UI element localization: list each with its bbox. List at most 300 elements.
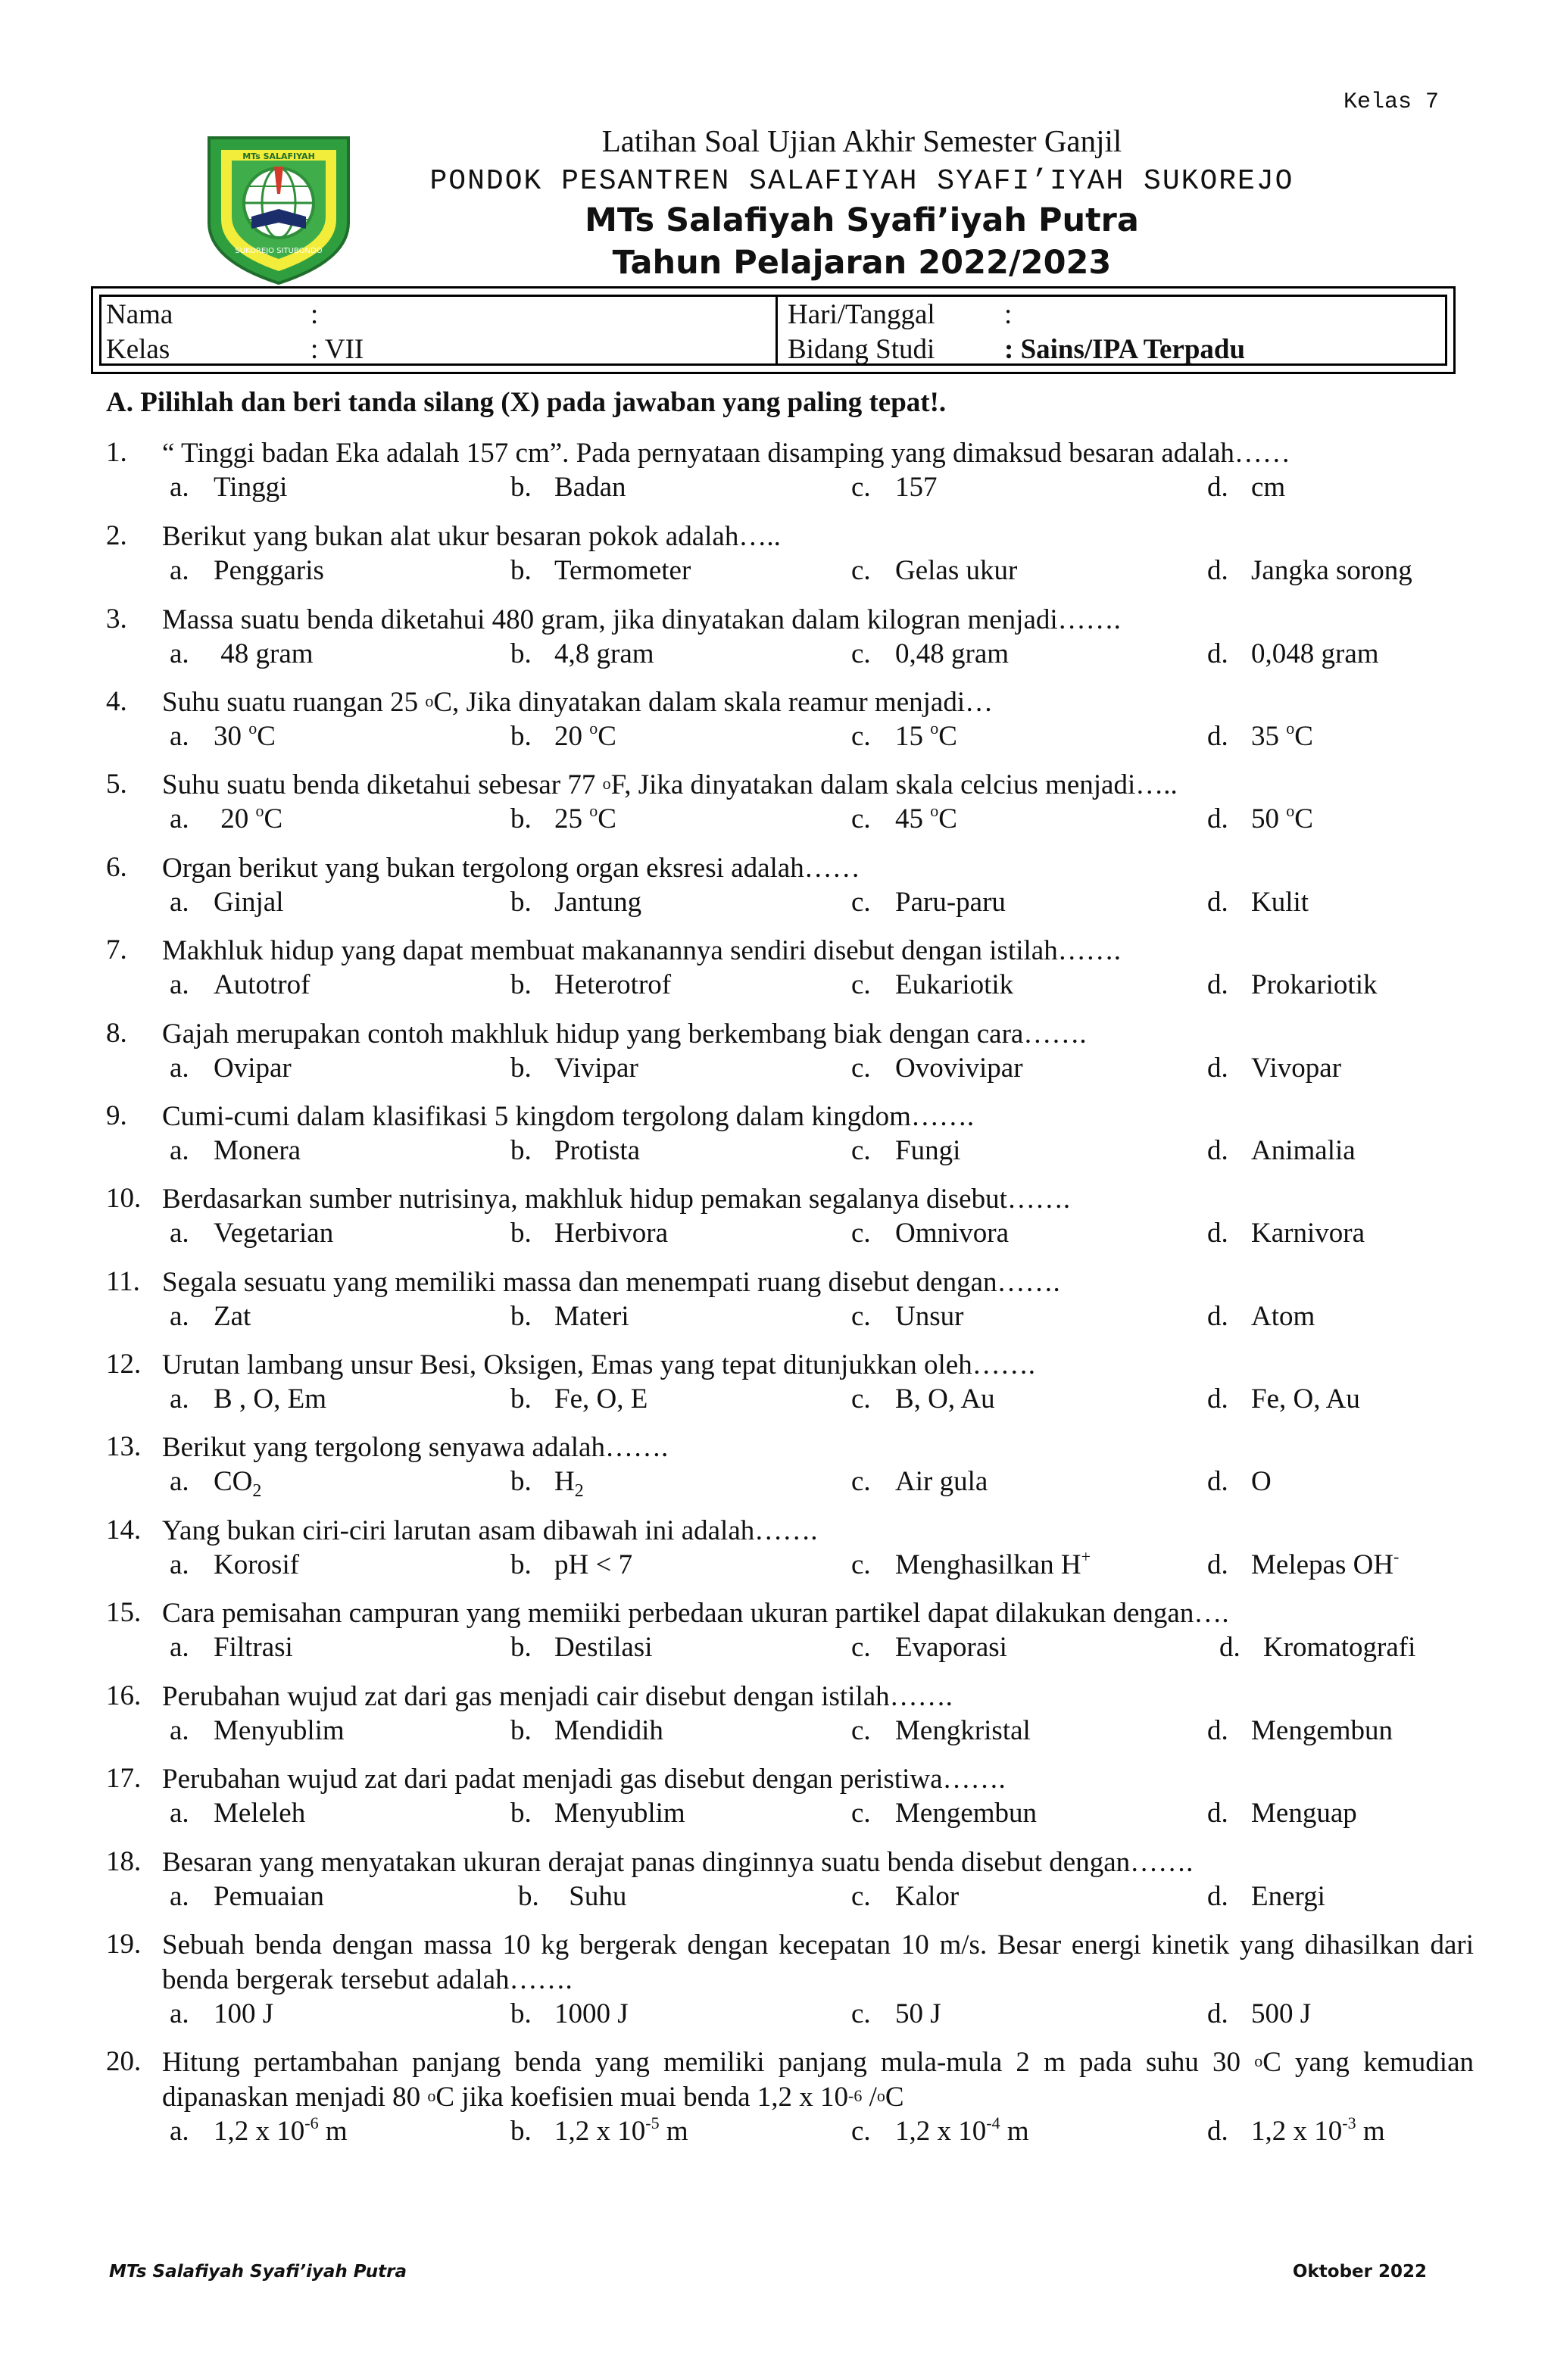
question-text: Segala sesuatu yang memiliki massa dan menempati ruang disebut dengan……. — [162, 1267, 1060, 1298]
question-text: Organ berikut yang bukan tergolong organ eksresi adalah…… — [162, 853, 860, 884]
option-text: Karnivora — [1251, 1218, 1365, 1249]
option-letter: d. — [1207, 555, 1228, 586]
option-text: 1,2 x $10^{-3}$ m — [1251, 2113, 1385, 2147]
option-letter: a. — [170, 1301, 189, 1332]
option-a[interactable] — [170, 1880, 324, 1913]
option-d[interactable] — [1207, 720, 1313, 753]
option-letter: a. — [170, 1053, 189, 1084]
option-a[interactable] — [170, 1052, 292, 1084]
option-a[interactable] — [170, 1631, 293, 1664]
nama-value: : — [311, 299, 319, 330]
option-letter: d. — [1207, 472, 1228, 503]
option-letter: a. — [170, 721, 189, 752]
option-letter: a. — [170, 1466, 189, 1497]
option-text: Menyublim — [554, 1798, 685, 1829]
option-a[interactable] — [170, 1383, 326, 1415]
option-letter: c. — [851, 1632, 871, 1663]
option-text: Herbivora — [554, 1218, 668, 1249]
option-letter: d. — [1207, 1466, 1228, 1497]
option-c[interactable] — [851, 554, 1017, 587]
svg-text:MTs SALAFIYAH: MTs SALAFIYAH — [242, 151, 315, 161]
option-a[interactable] — [170, 1134, 301, 1167]
option-letter: b. — [510, 1135, 532, 1166]
option-d[interactable] — [1207, 1998, 1311, 2030]
question-number: 5. — [106, 769, 127, 800]
option-d[interactable] — [1207, 969, 1377, 1001]
option-c[interactable] — [851, 1998, 941, 2030]
footer-date: Oktober 2022 — [1292, 2262, 1427, 2282]
option-text: 4,8 gram — [554, 638, 654, 669]
option-c[interactable] — [851, 1880, 959, 1913]
option-letter: c. — [851, 638, 871, 669]
option-b[interactable] — [510, 1300, 629, 1333]
option-d[interactable] — [1207, 554, 1412, 587]
section-a-instruction: A. Pilihlah dan beri tanda silang (X) pada jawaban yang paling tepat!. — [106, 387, 947, 418]
option-text: Materi — [554, 1301, 629, 1332]
option-text: 1,2 x $10^{-6}$ m — [214, 2113, 348, 2147]
option-letter: b. — [510, 1301, 532, 1332]
question-number: 9. — [106, 1100, 127, 1131]
option-a[interactable] — [170, 1549, 299, 1581]
option-letter: d. — [1207, 1549, 1228, 1580]
option-text: 0,48 gram — [895, 638, 1010, 669]
option-text: Energi — [1251, 1881, 1325, 1912]
question-number: 16. — [106, 1680, 142, 1711]
option-text: $CO_2$ — [214, 1466, 262, 1501]
option-text: 15 $^o$C — [895, 719, 957, 752]
class-tag: Kelas 7 — [1343, 89, 1439, 115]
question-text: Yang bukan ciri-ciri larutan asam dibawah ini adalah……. — [162, 1515, 818, 1546]
option-text: Vivopar — [1251, 1053, 1342, 1084]
option-letter: c. — [851, 1301, 871, 1332]
option-a[interactable] — [170, 1714, 345, 1747]
option-letter: c. — [851, 1549, 871, 1580]
option-letter: a. — [170, 2116, 189, 2147]
option-b[interactable] — [510, 1631, 652, 1664]
option-letter: a. — [170, 887, 189, 918]
option-text: Fe, O, E — [554, 1383, 648, 1415]
option-c[interactable] — [851, 1631, 1007, 1664]
option-letter: c. — [851, 1998, 871, 2029]
option-text: Kulit — [1251, 887, 1309, 918]
question-number: 6. — [106, 852, 127, 883]
svg-text:SUKOREJO SITUBONDO: SUKOREJO SITUBONDO — [235, 247, 323, 255]
option-letter: d. — [1207, 1053, 1228, 1084]
option-b[interactable] — [510, 1217, 668, 1249]
option-text: Menghasilkan H+ — [895, 1547, 1091, 1580]
option-d[interactable] — [1207, 886, 1309, 919]
option-letter: a. — [170, 969, 189, 1000]
option-letter: c. — [851, 803, 871, 834]
option-text: O — [1251, 1466, 1272, 1497]
option-letter: c. — [851, 1798, 871, 1829]
option-d[interactable] — [1207, 1465, 1272, 1498]
option-d[interactable] — [1207, 1052, 1341, 1084]
option-d[interactable] — [1207, 471, 1285, 504]
option-text: 30 $^o$C — [214, 719, 276, 752]
question-number: 2. — [106, 520, 127, 551]
question-number: 8. — [106, 1018, 127, 1049]
option-text: Vivipar — [554, 1053, 638, 1084]
option-letter: a. — [170, 1881, 189, 1912]
option-text: pH < 7 — [554, 1549, 633, 1580]
option-letter: a. — [170, 472, 189, 503]
header-exam-title: Latihan Soal Ujian Akhir Semester Ganjil — [601, 123, 1122, 158]
question-number: 12. — [106, 1349, 142, 1380]
option-letter: a. — [170, 1715, 189, 1746]
option-text: 20 $^o$C — [554, 719, 616, 752]
option-text: 0,048 gram — [1251, 638, 1379, 669]
option-text: Fungi — [895, 1135, 961, 1166]
option-letter: d. — [1207, 1218, 1228, 1249]
header-academic-year: Tahun Pelajaran 2022/2023 — [612, 244, 1112, 282]
question-text: Perubahan wujud zat dari padat menjadi gas disebut dengan peristiwa……. — [162, 1764, 1006, 1795]
option-c[interactable] — [851, 1134, 960, 1167]
option-text: Termometer — [554, 555, 691, 586]
question-text: Cara pemisahan campuran yang memiiki perbedaan ukuran partikel dapat dilakukan dengan…. — [162, 1598, 1229, 1629]
option-b[interactable] — [510, 886, 641, 919]
option-c[interactable] — [851, 1714, 1031, 1747]
option-a[interactable] — [170, 1217, 333, 1249]
option-text: B, O, Au — [895, 1383, 995, 1415]
option-text: $H_2$ — [554, 1466, 584, 1501]
option-letter: d. — [1207, 721, 1228, 752]
option-a[interactable] — [170, 2115, 348, 2148]
option-text: Destilasi — [554, 1632, 653, 1663]
option-letter: c. — [851, 1881, 871, 1912]
option-text: Fe, O, Au — [1251, 1383, 1360, 1415]
option-letter: a. — [170, 1798, 189, 1829]
option-b[interactable] — [510, 1134, 640, 1167]
option-text: Menyublim — [214, 1715, 345, 1746]
option-text: 157 — [895, 472, 938, 503]
option-text: Ginjal — [214, 887, 284, 918]
option-d[interactable] — [1207, 1300, 1315, 1333]
option-b[interactable] — [510, 1052, 638, 1084]
option-letter: c. — [851, 1715, 871, 1746]
option-text: 1,2 x $10^{-4}$ m — [895, 2113, 1029, 2147]
option-letter: b. — [510, 472, 532, 503]
option-letter: a. — [170, 1218, 189, 1249]
question-number: 7. — [106, 934, 127, 965]
option-text: Atom — [1251, 1301, 1315, 1332]
option-letter: b. — [510, 1798, 532, 1829]
option-letter: b. — [510, 1383, 532, 1415]
option-c[interactable] — [851, 969, 1013, 1001]
option-text: Autotrof — [214, 969, 311, 1000]
option-d[interactable] — [1207, 2115, 1385, 2148]
option-text: 50 J — [895, 1998, 941, 2029]
option-letter: d. — [1207, 803, 1228, 834]
question-number: 14. — [106, 1514, 142, 1546]
option-letter: b. — [510, 1998, 532, 2029]
option-text: Zat — [214, 1301, 251, 1332]
option-c[interactable] — [851, 803, 957, 835]
student-info-inner-border — [99, 295, 1447, 366]
option-letter: c. — [851, 472, 871, 503]
option-c[interactable] — [851, 1549, 1091, 1581]
option-a[interactable] — [170, 471, 287, 504]
option-a[interactable] — [170, 886, 283, 919]
option-letter: a. — [170, 1383, 189, 1415]
option-d[interactable] — [1207, 1217, 1365, 1249]
option-b[interactable] — [510, 1797, 685, 1829]
option-letter: a. — [170, 638, 189, 669]
option-c[interactable] — [851, 1300, 963, 1333]
option-b[interactable] — [510, 471, 626, 504]
option-text: 20 $^o$C — [214, 801, 283, 834]
option-b[interactable] — [518, 1880, 626, 1913]
option-letter: c. — [851, 1053, 871, 1084]
nama-label: Nama — [106, 299, 173, 330]
option-letter: c. — [851, 1466, 871, 1497]
option-letter: b. — [510, 1632, 532, 1663]
option-text: Meleleh — [214, 1798, 306, 1829]
footer-school: MTs Salafiyah Syafi’iyah Putra — [109, 2262, 407, 2282]
option-b[interactable] — [510, 1549, 632, 1581]
option-letter: a. — [170, 1632, 189, 1663]
option-a[interactable] — [170, 803, 282, 835]
option-text: Mengembun — [895, 1798, 1038, 1829]
option-b[interactable] — [510, 1998, 629, 2030]
header-school-name: PONDOK PESANTREN SALAFIYAH SYAFI’IYAH SUKOREJO — [429, 165, 1294, 198]
option-letter: c. — [851, 969, 871, 1000]
option-text: Penggaris — [214, 555, 324, 586]
question-number: 15. — [106, 1597, 142, 1628]
option-letter: b. — [510, 1053, 532, 1084]
option-b[interactable] — [510, 2115, 688, 2148]
option-letter: d. — [1207, 887, 1228, 918]
option-text: Evaporasi — [895, 1632, 1007, 1663]
option-text: Suhu — [562, 1881, 627, 1912]
option-c[interactable] — [851, 1052, 1023, 1084]
question-text: Suhu suatu benda diketahui sebesar 77 $^o$F, Jika dinyatakan dalam skala celcius menjadi….. — [162, 769, 1178, 800]
question-number: 17. — [106, 1763, 142, 1794]
option-letter: d. — [1207, 1881, 1228, 1912]
option-letter: b. — [510, 887, 532, 918]
option-b[interactable] — [510, 1465, 584, 1501]
option-text: Heterotrof — [554, 969, 672, 1000]
kelas-label: Kelas — [106, 334, 170, 365]
option-c[interactable] — [851, 886, 1006, 919]
option-b[interactable] — [510, 1714, 663, 1747]
option-text: 50 $^o$C — [1251, 801, 1313, 834]
option-letter: b. — [510, 1715, 532, 1746]
option-text: Unsur — [895, 1301, 964, 1332]
question-number: 3. — [106, 604, 127, 635]
option-c[interactable] — [851, 1797, 1037, 1829]
question-text: Massa suatu benda diketahui 480 gram, jika dinyatakan dalam kilogran menjadi……. — [162, 604, 1121, 635]
option-letter: d. — [1207, 2116, 1228, 2147]
option-text: Filtrasi — [214, 1632, 293, 1663]
question-text: Perubahan wujud zat dari gas menjadi cair disebut dengan istilah……. — [162, 1681, 953, 1712]
option-a[interactable] — [170, 554, 324, 587]
option-letter: b. — [518, 1881, 539, 1912]
bidang-label: Bidang Studi — [788, 334, 935, 365]
option-text: Gelas ukur — [895, 555, 1018, 586]
question-text: Berdasarkan sumber nutrisinya, makhluk hidup pemakan segalanya disebut……. — [162, 1184, 1071, 1215]
option-text: Jantung — [554, 887, 642, 918]
option-c[interactable] — [851, 638, 1009, 670]
option-d[interactable] — [1207, 1134, 1356, 1167]
option-d[interactable] — [1207, 638, 1379, 670]
option-letter: d. — [1219, 1632, 1240, 1663]
option-letter: c. — [851, 555, 871, 586]
question-number: 18. — [106, 1846, 142, 1877]
option-d[interactable] — [1219, 1631, 1415, 1664]
option-text: Vegetarian — [214, 1218, 334, 1249]
option-d[interactable] — [1207, 1549, 1399, 1581]
option-letter: b. — [510, 638, 532, 669]
option-text: Mendidih — [554, 1715, 663, 1746]
kelas-value: : VII — [311, 334, 364, 365]
option-text: B , O, Em — [214, 1383, 327, 1415]
bidang-value: : Sains/IPA Terpadu — [1004, 334, 1246, 365]
option-letter: b. — [510, 2116, 532, 2147]
option-letter: c. — [851, 1135, 871, 1166]
hari-label: Hari/Tanggal — [788, 299, 935, 330]
option-b[interactable] — [510, 720, 616, 753]
option-b[interactable] — [510, 969, 671, 1001]
option-letter: b. — [510, 555, 532, 586]
option-text: 25 $^o$C — [554, 801, 616, 834]
question-number: 11. — [106, 1266, 140, 1297]
question-text: Sebuah benda dengan massa 10 kg bergerak dengan kecepatan 10 m/s. Besar energi kinetik yang dihasilkan dari benda bergerak tersebut adalah……. — [162, 1929, 1474, 1995]
option-letter: a. — [170, 1998, 189, 2029]
option-a[interactable] — [170, 969, 310, 1001]
option-text: Ovovivipar — [895, 1053, 1023, 1084]
option-text: Prokariotik — [1251, 969, 1378, 1000]
option-a[interactable] — [170, 1465, 262, 1501]
option-d[interactable] — [1207, 1383, 1360, 1415]
option-text: Jangka sorong — [1251, 555, 1412, 586]
option-letter: a. — [170, 803, 189, 834]
option-letter: d. — [1207, 638, 1228, 669]
option-text: Kalor — [895, 1881, 960, 1912]
question-text: Urutan lambang unsur Besi, Oksigen, Emas yang tepat ditunjukkan oleh……. — [162, 1349, 1035, 1380]
option-c[interactable] — [851, 720, 957, 753]
hari-value: : — [1004, 299, 1013, 330]
option-a[interactable] — [170, 638, 314, 670]
option-letter: b. — [510, 969, 532, 1000]
question-number: 13. — [106, 1431, 142, 1462]
option-text: Paru-paru — [895, 887, 1006, 918]
option-letter: b. — [510, 1218, 532, 1249]
option-letter: a. — [170, 555, 189, 586]
question-number: 1. — [106, 437, 127, 468]
option-text: Badan — [554, 472, 626, 503]
option-text: cm — [1251, 472, 1286, 503]
option-letter: c. — [851, 2116, 871, 2147]
option-letter: b. — [510, 721, 532, 752]
option-b[interactable] — [510, 1383, 648, 1415]
option-a[interactable] — [170, 720, 276, 753]
option-text: Menguap — [1251, 1798, 1357, 1829]
option-c[interactable] — [851, 1465, 988, 1498]
option-c[interactable] — [851, 471, 938, 504]
option-letter: a. — [170, 1549, 189, 1580]
option-text: 100 J — [214, 1998, 274, 2029]
question-text: Cumi-cumi dalam klasifikasi 5 kingdom tergolong dalam kingdom……. — [162, 1101, 975, 1132]
question-text: Makhluk hidup yang dapat membuat makanannya sendiri disebut dengan istilah……. — [162, 935, 1121, 966]
option-d[interactable] — [1207, 1880, 1325, 1913]
option-text: Monera — [214, 1135, 301, 1166]
option-text: 1,2 x $10^{-5}$ m — [554, 2113, 688, 2147]
option-letter: b. — [510, 1549, 532, 1580]
option-letter: d. — [1207, 969, 1228, 1000]
option-letter: a. — [170, 1135, 189, 1166]
question-text: “ Tinggi badan Eka adalah 157 cm”. Pada pernyataan disamping yang dimaksud besaran adalah…… — [162, 438, 1290, 469]
option-text: Tinggi — [214, 472, 288, 503]
option-text: 500 J — [1251, 1998, 1312, 2029]
student-info-box — [91, 286, 1456, 374]
option-text: Korosif — [214, 1549, 300, 1580]
option-d[interactable] — [1207, 1714, 1393, 1747]
option-d[interactable] — [1207, 803, 1313, 835]
question-text: Berikut yang tergolong senyawa adalah……. — [162, 1432, 669, 1463]
question-text: Berikut yang bukan alat ukur besaran pokok adalah….. — [162, 521, 781, 552]
option-letter: d. — [1207, 1998, 1228, 2029]
option-text: Omnivora — [895, 1218, 1010, 1249]
option-letter: c. — [851, 1218, 871, 1249]
option-letter: d. — [1207, 1798, 1228, 1829]
question-number: 20. — [106, 2046, 142, 2077]
option-a[interactable] — [170, 1797, 305, 1829]
info-divider — [776, 297, 778, 363]
option-c[interactable] — [851, 2115, 1029, 2148]
option-b[interactable] — [510, 638, 654, 670]
option-letter: d. — [1207, 1135, 1228, 1166]
option-b[interactable] — [510, 554, 691, 587]
option-text: 35 $^o$C — [1251, 719, 1313, 752]
question-number: 10. — [106, 1183, 142, 1214]
option-text: 48 gram — [214, 638, 314, 669]
option-text: Animalia — [1251, 1135, 1356, 1166]
option-text: Air gula — [895, 1466, 988, 1497]
question-text: Suhu suatu ruangan 25 $^o$C, Jika dinyatakan dalam skala reamur menjadi… — [162, 687, 994, 718]
option-text: Protista — [554, 1135, 641, 1166]
option-a[interactable] — [170, 1300, 251, 1333]
option-letter: c. — [851, 887, 871, 918]
option-text: Eukariotik — [895, 969, 1014, 1000]
question-number: 4. — [106, 686, 127, 717]
option-text: 45 $^o$C — [895, 801, 957, 834]
option-letter: b. — [510, 1466, 532, 1497]
option-a[interactable] — [170, 1998, 273, 2030]
option-letter: d. — [1207, 1715, 1228, 1746]
option-c[interactable] — [851, 1383, 995, 1415]
option-letter: d. — [1207, 1301, 1228, 1332]
option-text: Mengkristal — [895, 1715, 1031, 1746]
option-text: 1000 J — [554, 1998, 629, 2029]
question-number: 19. — [106, 1929, 142, 1960]
option-text: Melepas OH- — [1251, 1547, 1400, 1580]
option-text: Pemuaian — [214, 1881, 324, 1912]
question-text: Hitung pertambahan panjang benda yang memiliki panjang mula-mula 2 m pada suhu 30 $^o$C yang kemudian dipanaskan menjadi 80 $^o$C jika koefisien muai benda 1,2 x $10^{-6}$ /$^o$C — [162, 2047, 1474, 2113]
option-letter: b. — [510, 803, 532, 834]
option-text: Mengembun — [1251, 1715, 1393, 1746]
option-letter: c. — [851, 721, 871, 752]
option-d[interactable] — [1207, 1797, 1357, 1829]
option-letter: d. — [1207, 1383, 1228, 1415]
option-letter: c. — [851, 1383, 871, 1415]
question-text: Besaran yang menyatakan ukuran derajat panas dinginnya suatu benda disebut dengan……. — [162, 1847, 1194, 1878]
question-text: Gajah merupakan contoh makhluk hidup yang berkembang biak dengan cara……. — [162, 1018, 1087, 1050]
option-c[interactable] — [851, 1217, 1009, 1249]
header-madrasah-name: MTs Salafiyah Syafi’iyah Putra — [585, 201, 1139, 239]
option-b[interactable] — [510, 803, 616, 835]
option-text: Ovipar — [214, 1053, 292, 1084]
